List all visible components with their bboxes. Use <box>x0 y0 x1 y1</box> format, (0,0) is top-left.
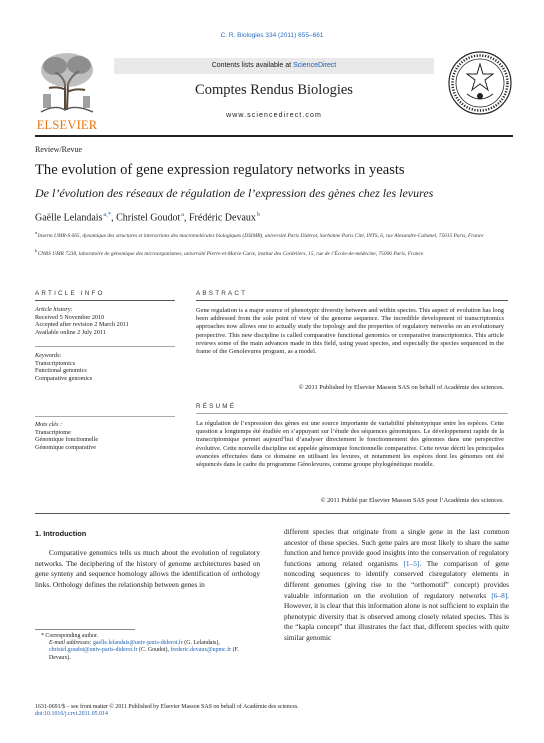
abstract-label: ABSTRACT <box>196 290 248 297</box>
email-owner: (G. Lelandais), <box>182 640 220 647</box>
email-line <box>35 640 260 662</box>
body-text: . The comparison of gene noncoding sequences to identify conserved cisregulatory elements in different genomes (giving rise to the “orthomotif” concept) provides valuable information on the evolution of regulatory networks <box>284 558 510 600</box>
mot-cle-item: Génomique comparative <box>35 443 96 451</box>
resume-label: RÉSUMÉ <box>196 403 237 410</box>
citation-link[interactable]: [1–5] <box>403 558 420 568</box>
affiliation-sup: a <box>35 230 38 235</box>
article-title: The evolution of gene expression regulatory networks in yeasts <box>35 162 405 178</box>
article-type: Review/Revue <box>35 145 83 154</box>
keyword-item: Transcriptomics <box>35 359 75 367</box>
email-link[interactable]: christel.goudot@univ-paris-diderot.fr <box>49 647 138 654</box>
mots-cles-label: Mots clés : <box>35 421 63 428</box>
author-list <box>35 211 515 223</box>
email-label: E-mail addresses: <box>49 640 93 647</box>
info-rule <box>35 346 175 347</box>
front-matter <box>35 704 513 718</box>
author-name: Frédéric Devaux <box>188 212 256 224</box>
abstract-copyright: © 2011 Published by Elsevier Masson SAS on behalf of Académie des sciences. <box>298 384 504 391</box>
section-heading: 1. Introduction <box>35 529 87 538</box>
author-sup[interactable]: a <box>181 211 184 218</box>
issn-line: 1631-0691/$ – see front matter © 2011 Published by Elsevier Masson SAS on behalf of Académie des sciences. <box>35 704 299 710</box>
author-sup[interactable]: b <box>256 211 260 218</box>
academie-seal-icon <box>447 50 513 116</box>
affiliation-a <box>35 229 513 241</box>
resume-text: La régulation de l’expression des gènes est une source importante de variabilité phénotypique entre les espèces. Cette question a longtemps été étudiée en s’appuyant sur l’étude des séquences génomiques. Le développement rapide de la transcriptomique permet aujourd’hui d’analyser directement le fonctionnement des génomes dans une perspective évolutive. Cette nouvelle discipline est appelée génomique fonctionnelle comparative. Cette revue décrit les principales avancées effectuées dans ce domaine en utilisant les levures, et notamment les espèces dont les génomes ont été séquencés dans le cadre du programme Génolevures, comme groupe phylogénétique modèle. <box>196 420 504 469</box>
intro-paragraph-right <box>284 527 509 644</box>
affiliation-text: Inserm UMR-S 665, dynamique des structures et interactions des macromolécules biologiques (DSIMB), université Paris Diderot, Sorbonne Paris Cité, INTS, 6, rue Alexandre-Cabanel, 75015 Paris, France <box>37 232 484 239</box>
mots-cles-block <box>35 421 175 451</box>
history-item: Available online 2 July 2011 <box>35 328 106 336</box>
affiliation-sup: b <box>35 248 38 253</box>
footnotes <box>35 633 260 662</box>
doi-link[interactable]: doi:10.1016/j.crvi.2011.05.014 <box>35 711 108 718</box>
journal-title: Comptes Rendus Biologies <box>195 82 353 98</box>
author-separator: , <box>183 212 189 224</box>
contents-strip <box>114 58 434 74</box>
abstract-bottom-rule <box>35 513 510 514</box>
publisher-name[interactable]: ELSEVIER <box>36 118 98 132</box>
affiliation-b <box>35 247 513 259</box>
journal-header <box>35 50 513 134</box>
abstract-rule <box>196 300 508 301</box>
author-sup[interactable]: a,* <box>103 211 112 218</box>
journal-masthead <box>114 52 434 134</box>
resume-copyright: © 2011 Publié par Elsevier Masson SAS pour l’Académie des sciences. <box>320 497 504 504</box>
contents-text: Contents lists available at <box>211 62 294 69</box>
author-name: Gaëlle Lelandais <box>35 212 103 224</box>
email-owner: (F. Devaux). <box>49 647 239 661</box>
article-history <box>35 306 175 336</box>
history-item: Accepted after revision 2 March 2011 <box>35 321 129 328</box>
keyword-item: Functional genomics <box>35 367 87 374</box>
keywords-label: Keywords: <box>35 352 62 359</box>
email-owner: (C. Goudot), <box>137 647 171 654</box>
header-rule <box>35 135 513 137</box>
email-link[interactable]: frederic.devaux@upmc.fr <box>170 647 232 654</box>
email-link[interactable]: gaelle.lelandais@univ-paris-diderot.fr <box>92 640 183 647</box>
article-info-label: ARTICLE INFO <box>35 290 105 297</box>
corresponding-note: * Corresponding author. <box>41 633 99 639</box>
author-name: Christel Goudot <box>116 212 181 224</box>
info-rule <box>35 416 175 417</box>
citation-link[interactable]: [6–8] <box>491 590 508 600</box>
mot-cle-item: Génomique fonctionnelle <box>35 436 99 443</box>
intro-paragraph-left: Comparative genomics tells us much about the evolution of regulatory networks. The deciphering of the history of genome architectures based on gene synteny and sequence homology allows the identification of orthology links. Orthology defines the relationship between genes in <box>35 548 260 589</box>
info-rule <box>35 300 175 301</box>
body-text: different species that originate from a single gene in the last common ancestor of these species. Such gene pairs are most likely to share the same function and hence provide good insights into the conservation of regulatory functions among related organisms <box>284 527 509 568</box>
resume-rule <box>196 413 508 414</box>
abstract-text: Gene regulation is a major source of phenotypic diversity between and within species. This aspect of evolution has long been addressed from the sole point of view of the genome sequence. The incredible development of transcriptomics approaches now allows one to actually study the topology and the properties of regulatory networks on an evolutionary perspective. This new discipline is called comparative functional genomics or comparative transcriptomics. This article reviews some of the main advances made in this field, using yeast species, and especially the species sequenced in the frame of the Genolevures program, as a model. <box>196 307 504 356</box>
mot-cle-item: Transcriptome <box>35 428 71 436</box>
history-label: Article history: <box>35 306 73 313</box>
keyword-item: Comparative genomics <box>35 374 93 382</box>
history-item: Received 5 November 2010 <box>35 313 105 321</box>
article-subtitle: De l’évolution des réseaux de régulation de l’expression des gènes chez les levures <box>35 186 434 200</box>
journal-reference[interactable]: C. R. Biologies 334 (2011) 655–661 <box>220 32 324 39</box>
journal-homepage-link[interactable]: www.sciencedirect.com <box>226 112 322 119</box>
author-separator: , <box>111 212 117 224</box>
body-text: . However, it is clear that this information alone is not sufficient to explain the phenotypic diversity that is observed among closely related species. This is the “kapla concept” that illustrates the fact that, different species with quite similar genomic <box>284 590 509 642</box>
affiliation-text: CNRS UMR 7238, laboratoire de génomique des microorganismes, université Pierre-et-Marie-Curie, institut des Cordeliers, 15, rue de l’École-de-médecine, 75006 Paris, France <box>37 250 424 257</box>
footnote-rule <box>35 629 135 630</box>
keywords-block <box>35 352 175 382</box>
sciencedirect-link[interactable]: ScienceDirect <box>293 62 337 69</box>
